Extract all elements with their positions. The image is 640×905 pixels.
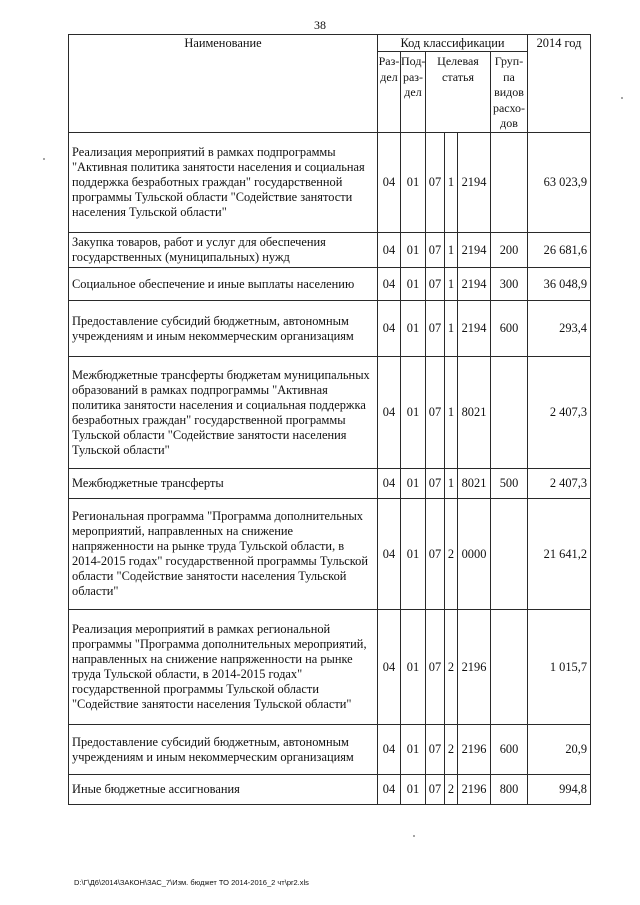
section-header: Раз- дел	[378, 52, 401, 133]
row-expense-group: 500	[491, 469, 528, 499]
scan-speck	[43, 158, 45, 160]
row-expense-group: 300	[491, 268, 528, 301]
row-section: 04	[378, 610, 401, 725]
page-number: 38	[314, 18, 326, 32]
row-target-direction: 2194	[458, 233, 491, 268]
table-row	[69, 610, 591, 725]
row-amount: 26 681,6	[528, 233, 591, 268]
row-section: 04	[378, 268, 401, 301]
row-amount: 63 023,9	[528, 133, 591, 233]
row-target-subprogram: 1	[445, 268, 458, 301]
row-subsection: 01	[401, 469, 426, 499]
row-name: Предоставление субсидий бюджетным, автономным учреждениям и иным некоммерческим организациям	[69, 301, 378, 357]
row-expense-group: 600	[491, 301, 528, 357]
row-subsection: 01	[401, 233, 426, 268]
row-target-subprogram: 1	[445, 357, 458, 469]
row-amount: 36 048,9	[528, 268, 591, 301]
row-target-program: 07	[426, 775, 445, 805]
table-row	[69, 499, 591, 610]
row-expense-group	[491, 133, 528, 233]
table-row	[69, 233, 591, 268]
row-target-subprogram: 1	[445, 133, 458, 233]
row-target-program: 07	[426, 725, 445, 775]
target-item-header: Целевая статья	[426, 52, 491, 133]
row-target-subprogram: 2	[445, 610, 458, 725]
row-name: Предоставление субсидий бюджетным, автономным учреждениям и иным некоммерческим организациям	[69, 725, 378, 775]
table-row	[69, 133, 591, 233]
table-row	[69, 725, 591, 775]
row-section: 04	[378, 499, 401, 610]
row-section: 04	[378, 775, 401, 805]
row-amount: 293,4	[528, 301, 591, 357]
table-row	[69, 357, 591, 469]
row-target-subprogram: 1	[445, 301, 458, 357]
row-name: Региональная программа "Программа дополнительных мероприятий, направленных на снижение напряженности на рынке труда Тульской области, в 2014-2015 годах" государственной программы Тульской области "Содействие занятости населения Тульской области"	[69, 499, 378, 610]
row-target-direction: 8021	[458, 469, 491, 499]
row-section: 04	[378, 725, 401, 775]
row-target-subprogram: 1	[445, 233, 458, 268]
row-target-program: 07	[426, 357, 445, 469]
row-amount: 2 407,3	[528, 357, 591, 469]
row-target-direction: 2194	[458, 268, 491, 301]
year-column-header: 2014 год	[528, 35, 591, 133]
row-expense-group	[491, 357, 528, 469]
row-section: 04	[378, 301, 401, 357]
row-expense-group	[491, 610, 528, 725]
budget-table	[68, 34, 591, 805]
row-section: 04	[378, 469, 401, 499]
row-section: 04	[378, 133, 401, 233]
row-target-direction: 2194	[458, 133, 491, 233]
row-subsection: 01	[401, 775, 426, 805]
row-amount: 20,9	[528, 725, 591, 775]
row-amount: 1 015,7	[528, 610, 591, 725]
row-target-direction: 0000	[458, 499, 491, 610]
row-expense-group: 200	[491, 233, 528, 268]
row-section: 04	[378, 357, 401, 469]
row-target-program: 07	[426, 610, 445, 725]
row-name: Межбюджетные трансферты	[69, 469, 378, 499]
row-target-program: 07	[426, 469, 445, 499]
row-name: Иные бюджетные ассигнования	[69, 775, 378, 805]
expense-group-header: Груп- па видов расхо- дов	[491, 52, 528, 133]
subsection-header: Под- раз- дел	[401, 52, 426, 133]
row-name: Межбюджетные трансферты бюджетам муниципальных образований в рамках подпрограммы "Активная политика занятости населения и социальная поддержка безработных граждан" государственной программы Тульской области "Содействие занятости населения Тульской области"	[69, 357, 378, 469]
name-column-header: Наименование	[69, 35, 378, 133]
file-path-footer: D:\Г\Д6\2014\ЗАКОН\ЗАС_7\Изм. бюджет ТО 2014-2016_2 чт\pr2.xls	[74, 878, 309, 887]
row-amount: 21 641,2	[528, 499, 591, 610]
classification-header: Код классификации	[378, 35, 528, 52]
scan-speck	[621, 97, 623, 99]
row-amount: 994,8	[528, 775, 591, 805]
row-name: Реализация мероприятий в рамках подпрограммы "Активная политика занятости населения и социальная поддержка безработных граждан" государственной программы Тульской области "Содействие занятости населения Тульской области"	[69, 133, 378, 233]
table-row	[69, 268, 591, 301]
row-subsection: 01	[401, 610, 426, 725]
row-subsection: 01	[401, 133, 426, 233]
row-target-program: 07	[426, 499, 445, 610]
table-row	[69, 301, 591, 357]
row-target-subprogram: 2	[445, 499, 458, 610]
row-target-subprogram: 1	[445, 469, 458, 499]
row-subsection: 01	[401, 499, 426, 610]
row-target-direction: 2196	[458, 775, 491, 805]
row-name: Социальное обеспечение и иные выплаты населению	[69, 268, 378, 301]
row-name: Закупка товаров, работ и услуг для обеспечения государственных (муниципальных) нужд	[69, 233, 378, 268]
header-row	[69, 35, 591, 52]
row-subsection: 01	[401, 301, 426, 357]
row-expense-group	[491, 499, 528, 610]
row-subsection: 01	[401, 357, 426, 469]
table-row	[69, 775, 591, 805]
row-target-program: 07	[426, 301, 445, 357]
row-target-program: 07	[426, 268, 445, 301]
row-section: 04	[378, 233, 401, 268]
table-row	[69, 469, 591, 499]
row-target-direction: 2196	[458, 610, 491, 725]
row-target-direction: 2196	[458, 725, 491, 775]
row-target-direction: 2194	[458, 301, 491, 357]
row-expense-group: 600	[491, 725, 528, 775]
row-target-subprogram: 2	[445, 725, 458, 775]
row-target-program: 07	[426, 133, 445, 233]
row-target-program: 07	[426, 233, 445, 268]
row-target-subprogram: 2	[445, 775, 458, 805]
row-target-direction: 8021	[458, 357, 491, 469]
row-expense-group: 800	[491, 775, 528, 805]
row-subsection: 01	[401, 268, 426, 301]
row-subsection: 01	[401, 725, 426, 775]
scan-speck	[413, 835, 415, 837]
row-amount: 2 407,3	[528, 469, 591, 499]
row-name: Реализация мероприятий в рамках региональной программы "Программа дополнительных мероприятий, направленных на снижение напряженности на рынке труда Тульской области, в 2014-2015 годах" государственной программы Тульской области "Содействие занятости населения Тульской области"	[69, 610, 378, 725]
